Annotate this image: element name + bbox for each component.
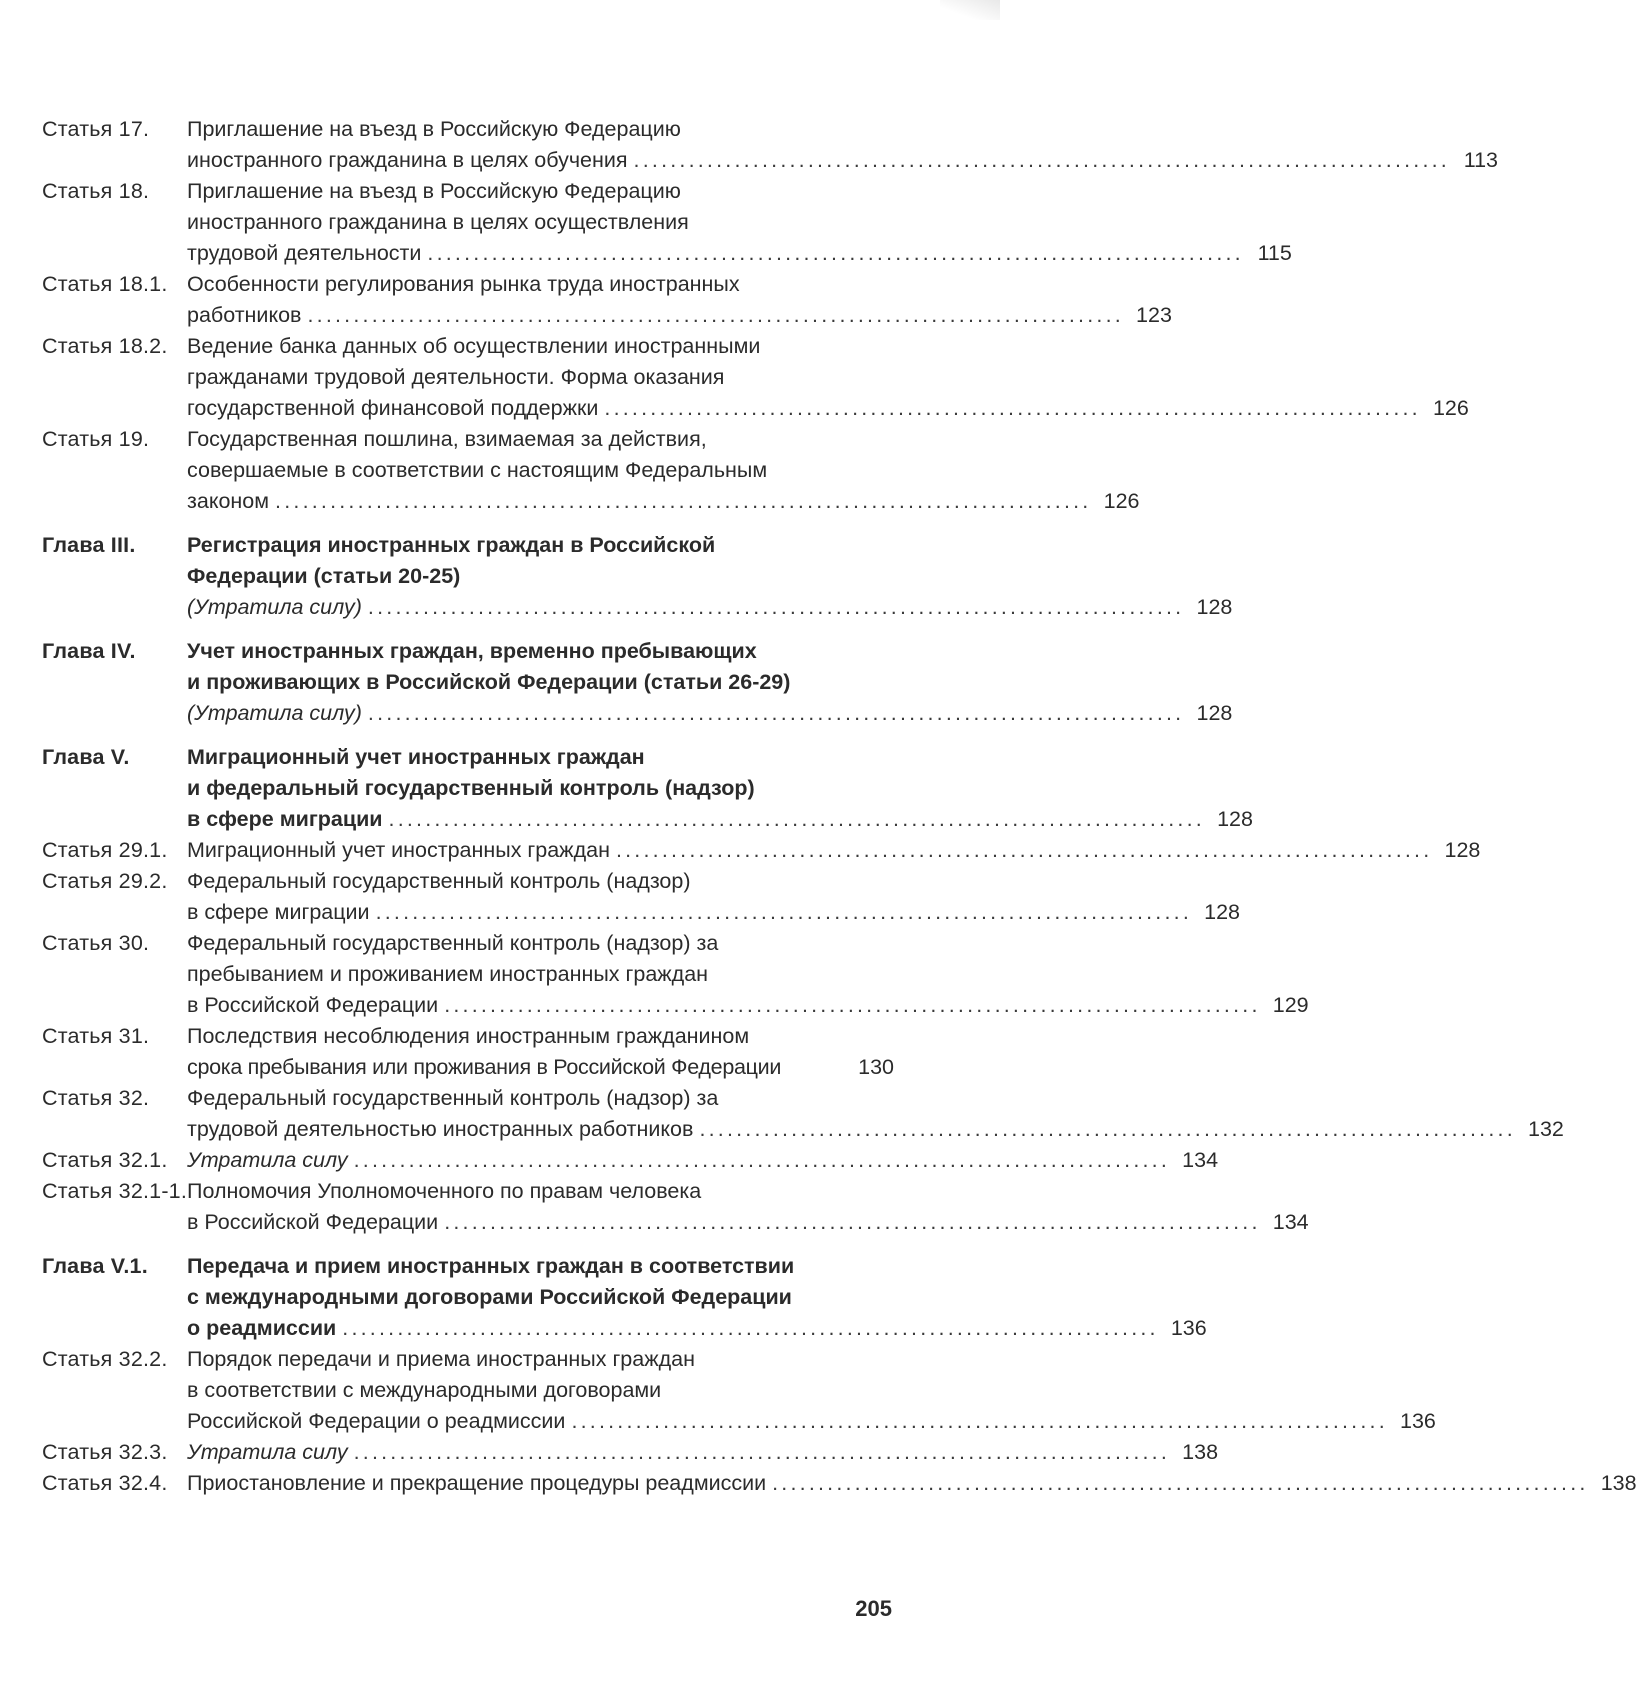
dot-leader: ......................................................................................... <box>353 1148 1171 1172</box>
dot-leader: ......................................................................................... <box>699 1117 1516 1141</box>
toc-entry-article-32-2 <box>42 1344 1436 1437</box>
toc-entry-label: Статья 32.1. <box>42 1148 168 1172</box>
toc-chapter-line: и проживающих в Российской Федерации (статьи 26-29) <box>187 670 791 694</box>
toc-entry-line: трудовой деятельностью иностранных работников <box>187 1117 694 1141</box>
toc-entry-line: в соответствии с международными договорами <box>187 1378 662 1402</box>
toc-page-number: 138 <box>1182 1440 1219 1464</box>
toc-page-number: 123 <box>1136 303 1172 327</box>
toc-entry-label: Статья 30. <box>42 931 150 955</box>
toc-entry-last-line <box>187 1145 1219 1176</box>
toc-entry-chapter-5-1 <box>42 1251 1207 1344</box>
toc-entry-last-line <box>187 592 1233 623</box>
table-of-contents <box>42 114 1637 1499</box>
toc-entry-chapter-5 <box>42 742 1253 835</box>
dot-leader: ......................................................................................... <box>444 1210 1261 1234</box>
toc-entry-title <box>187 835 1481 866</box>
toc-entry-label: Статья 32.3. <box>42 1440 168 1464</box>
toc-entry-label: Статья 19. <box>42 427 150 451</box>
toc-entry-title <box>187 424 1140 517</box>
dot-leader: ......................................................................................... <box>342 1316 1159 1340</box>
dot-leader: ......................................................................................... <box>367 701 1185 725</box>
toc-page-number: 113 <box>1463 148 1498 172</box>
toc-entry-line: Приостановление и прекращение процедуры реадмиссии <box>187 1471 767 1495</box>
toc-entry-article-32-3 <box>42 1437 1219 1468</box>
toc-entry-title <box>187 331 1469 424</box>
toc-chapter-title <box>187 636 1233 729</box>
toc-entry-line: Полномочия Уполномоченного по правам человека <box>187 1179 702 1203</box>
toc-entry-line: Российской Федерации о реадмиссии <box>187 1409 566 1433</box>
toc-entry-title <box>187 1437 1219 1468</box>
toc-entry-label: Статья 31. <box>42 1024 150 1048</box>
toc-entry-last-line <box>187 1207 1309 1238</box>
dot-leader: ......................................................................................... <box>388 807 1205 831</box>
toc-entry-line: в Российской Федерации <box>187 993 439 1017</box>
toc-page-number: 138 <box>1600 1471 1637 1495</box>
toc-repealed-note: Утратила силу <box>187 1148 348 1172</box>
toc-chapter-label: Глава IV. <box>42 639 136 663</box>
dot-leader: ......................................................................................... <box>444 993 1261 1017</box>
toc-entry-title <box>187 114 1498 176</box>
toc-entry-title <box>187 176 1292 269</box>
toc-entry-line: Последствия несоблюдения иностранным гражданином <box>187 1024 750 1048</box>
toc-entry-line: Приглашение на въезд в Российскую Федерацию <box>187 179 681 203</box>
toc-entry-last-line <box>187 1437 1219 1468</box>
toc-entry-label: Статья 17. <box>42 117 150 141</box>
toc-entry-title <box>187 928 1309 1021</box>
toc-entry-last-line <box>187 804 1253 835</box>
toc-entry-line: срока пребывания или проживания в Российской Федерации <box>187 1055 782 1079</box>
toc-entry-title <box>187 269 1172 331</box>
toc-chapter-line: Регистрация иностранных граждан в Российской <box>187 533 716 557</box>
toc-entry-line: Особенности регулирования рынка труда иностранных <box>187 272 740 296</box>
toc-chapter-title <box>187 1251 1207 1344</box>
toc-entry-label: Статья 29.1. <box>42 838 168 862</box>
toc-entry-title <box>187 1468 1637 1499</box>
toc-page-number: 128 <box>1196 701 1233 725</box>
toc-entry-line: Приглашение на въезд в Российскую Федерацию <box>187 117 681 141</box>
toc-entry-last-line <box>187 698 1233 729</box>
toc-entry-line: Федеральный государственный контроль (надзор) за <box>187 931 719 955</box>
toc-entry-line: трудовой деятельности <box>187 241 422 265</box>
toc-repealed-note: (Утратила силу) <box>187 595 362 619</box>
toc-page-number: 132 <box>1528 1117 1564 1141</box>
toc-entry-label: Статья 18.2. <box>42 334 168 358</box>
toc-entry-line: в сфере миграции <box>187 900 370 924</box>
toc-entry-last-line <box>187 1313 1207 1344</box>
toc-entry-last-line <box>187 1406 1436 1437</box>
toc-chapter-line: Миграционный учет иностранных граждан <box>187 745 645 769</box>
dot-leader: ......................................................................................... <box>633 148 1450 172</box>
toc-page-number: 130 <box>858 1055 894 1079</box>
toc-entry-article-18-1 <box>42 269 1172 331</box>
toc-entry-line: Федеральный государственный контроль (надзор) за <box>187 1086 719 1110</box>
toc-entry-line: иностранного гражданина в целях осуществления <box>187 210 689 234</box>
toc-entry-label: Статья 32.4. <box>42 1471 168 1495</box>
toc-entry-title <box>187 866 1240 928</box>
toc-entry-label: Статья 29.2. <box>42 869 168 893</box>
toc-entry-article-32 <box>42 1083 1564 1145</box>
toc-page-number: 128 <box>1196 595 1233 619</box>
toc-entry-title <box>187 1344 1436 1437</box>
toc-entry-article-18-2 <box>42 331 1469 424</box>
toc-entry-chapter-4 <box>42 636 1233 729</box>
toc-chapter-line: Федерации (статьи 20-25) <box>187 564 461 588</box>
toc-repealed-note: Утратила силу <box>187 1440 348 1464</box>
toc-entry-chapter-3 <box>42 530 1233 623</box>
toc-chapter-line: в сфере миграции <box>187 807 383 831</box>
toc-entry-title <box>187 1176 1309 1238</box>
toc-chapter-label: Глава V.1. <box>42 1254 148 1278</box>
toc-entry-line: пребыванием и проживанием иностранных граждан <box>187 962 709 986</box>
toc-entry-article-31 <box>42 1021 894 1083</box>
toc-entry-last-line <box>187 393 1469 424</box>
toc-chapter-title <box>187 530 1233 623</box>
toc-entry-article-32-1-1 <box>42 1176 1309 1238</box>
toc-page-number: 126 <box>1432 396 1469 420</box>
dot-leader: ......................................................................................... <box>615 838 1433 862</box>
toc-entry-label: Статья 18.1. <box>42 272 168 296</box>
toc-entry-line: совершаемые в соответствии с настоящим Федеральным <box>187 458 768 482</box>
toc-chapter-line: Учет иностранных граждан, временно пребывающих <box>187 639 757 663</box>
dot-leader: ......................................................................................... <box>427 241 1244 265</box>
dot-leader: ......................................................................................... <box>275 489 1092 513</box>
toc-page-number: 134 <box>1272 1210 1309 1234</box>
toc-entry-last-line <box>187 1114 1564 1145</box>
toc-chapter-title <box>187 742 1253 835</box>
toc-entry-last-line <box>187 897 1240 928</box>
toc-entry-title <box>187 1145 1219 1176</box>
toc-page-number: 128 <box>1444 838 1481 862</box>
toc-chapter-line: о реадмиссии <box>187 1316 337 1340</box>
toc-entry-line: Порядок передачи и приема иностранных граждан <box>187 1347 695 1371</box>
toc-page-number: 126 <box>1103 489 1140 513</box>
toc-page-number: 134 <box>1182 1148 1219 1172</box>
toc-entry-last-line <box>187 300 1172 331</box>
toc-page-number: 128 <box>1217 807 1253 831</box>
toc-entry-last-line <box>187 1052 894 1083</box>
toc-entry-article-30 <box>42 928 1309 1021</box>
toc-entry-line: гражданами трудовой деятельности. Форма оказания <box>187 365 725 389</box>
toc-entry-last-line <box>187 990 1309 1021</box>
toc-page-number: 136 <box>1170 1316 1207 1340</box>
toc-entry-article-32-1 <box>42 1145 1219 1176</box>
dot-leader: ......................................................................................... <box>571 1409 1388 1433</box>
toc-entry-article-19 <box>42 424 1140 517</box>
toc-entry-article-29-1 <box>42 835 1481 866</box>
toc-entry-line: Федеральный государственный контроль (надзор) <box>187 869 691 893</box>
dot-leader: ......................................................................................... <box>772 1471 1589 1495</box>
toc-repealed-note: (Утратила силу) <box>187 701 362 725</box>
dot-leader: ......................................................................................... <box>375 900 1192 924</box>
toc-chapter-label: Глава III. <box>42 533 136 557</box>
dot-leader: ......................................................................................... <box>307 303 1124 327</box>
toc-chapter-line: с международными договорами Российской Федерации <box>187 1285 792 1309</box>
toc-page-number: 115 <box>1257 241 1292 265</box>
toc-entry-label: Статья 32.1-1. <box>42 1179 188 1203</box>
toc-chapter-line: Передача и прием иностранных граждан в соответствии <box>187 1254 795 1278</box>
toc-entry-line: государственной финансовой поддержки <box>187 396 599 420</box>
toc-entry-line: работников <box>187 303 302 327</box>
toc-entry-last-line <box>187 835 1481 866</box>
toc-entry-line: Миграционный учет иностранных граждан <box>187 838 610 862</box>
toc-entry-label: Статья 18. <box>42 179 150 203</box>
toc-page-number: 128 <box>1204 900 1240 924</box>
toc-entry-line: законом <box>187 489 270 513</box>
toc-chapter-label: Глава V. <box>42 745 130 769</box>
toc-entry-label: Статья 32. <box>42 1086 150 1110</box>
dot-leader: ......................................................................................... <box>353 1440 1171 1464</box>
toc-entry-article-17 <box>42 114 1498 176</box>
toc-entry-last-line <box>187 238 1292 269</box>
dot-leader: ......................................................................................... <box>604 396 1421 420</box>
toc-entry-article-32-4 <box>42 1468 1637 1499</box>
toc-entry-article-18 <box>42 176 1292 269</box>
toc-entry-line: Государственная пошлина, взимаемая за действия, <box>187 427 707 451</box>
toc-entry-title <box>187 1083 1564 1145</box>
scan-edge-shadow <box>940 0 1000 20</box>
toc-entry-last-line <box>187 486 1140 517</box>
toc-entry-last-line <box>187 145 1498 176</box>
toc-page-number: 129 <box>1272 993 1309 1017</box>
toc-entry-last-line <box>187 1468 1637 1499</box>
page-number: 205 <box>855 1596 892 1621</box>
toc-chapter-line: и федеральный государственный контроль (надзор) <box>187 776 755 800</box>
toc-entry-line: Ведение банка данных об осуществлении иностранными <box>187 334 761 358</box>
toc-entry-title <box>187 1021 894 1083</box>
toc-page-number: 136 <box>1400 1409 1436 1433</box>
toc-entry-article-29-2 <box>42 866 1240 928</box>
toc-entry-label: Статья 32.2. <box>42 1347 168 1371</box>
dot-leader: ......................................................................................... <box>367 595 1185 619</box>
toc-entry-line: в Российской Федерации <box>187 1210 439 1234</box>
toc-entry-line: иностранного гражданина в целях обучения <box>187 148 628 172</box>
